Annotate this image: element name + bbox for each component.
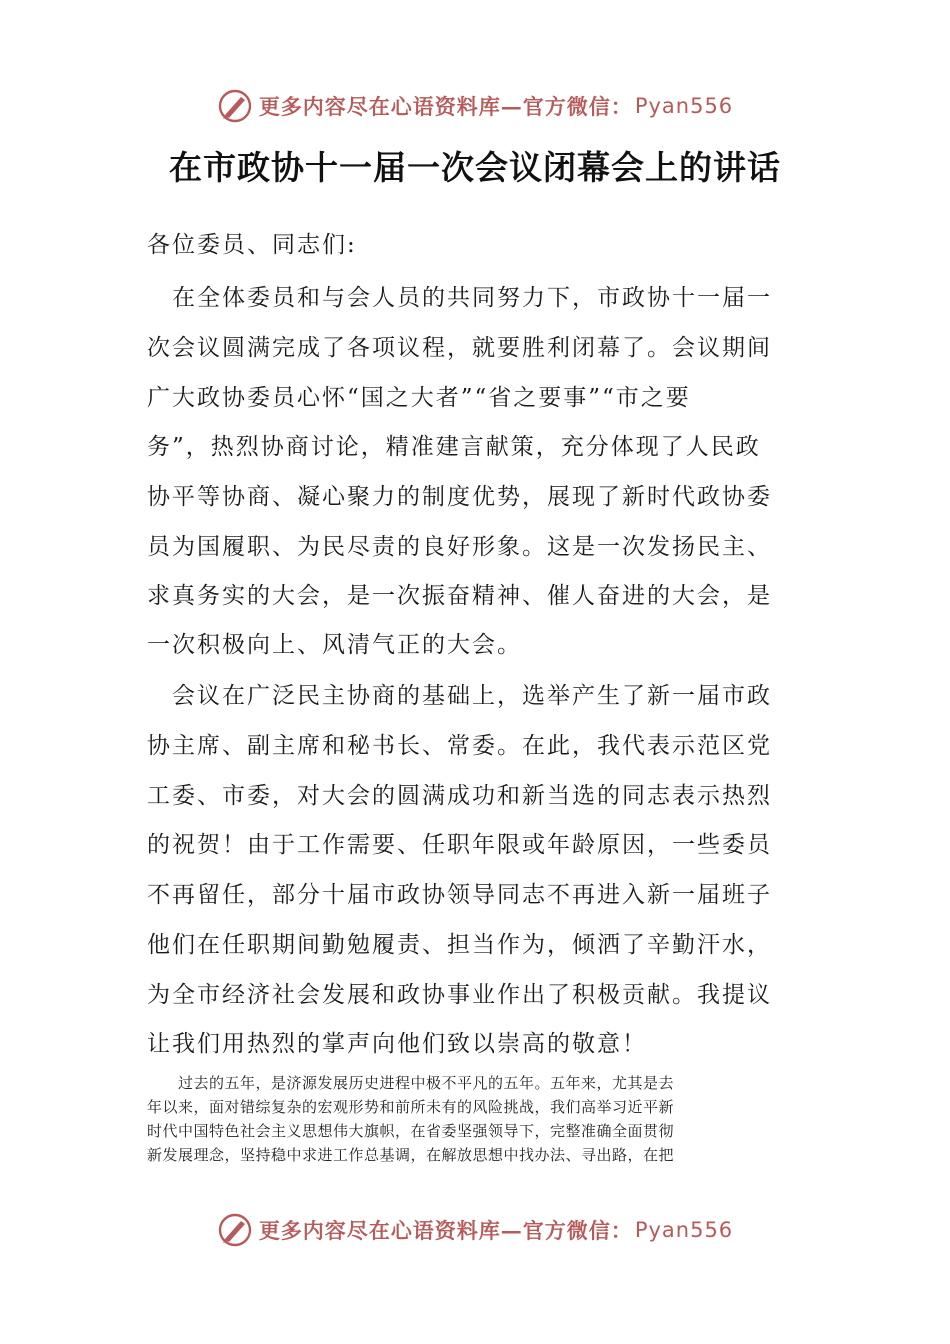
body-line: 协平等协商、凝心聚力的制度优势，展现了新时代政协委 [147,484,772,510]
watermark-text: 更多内容尽在心语资料库—官方微信： [258,94,633,119]
body-line: 他们在任职期间勤勉履责、担当作为，倾洒了辛勤汗水， [147,932,772,958]
body-line: 次会议圆满完成了各项议程，就要胜利闭幕了。会议期间 [147,335,772,361]
body-line: 一次积极向上、风清气正的大会。 [147,632,522,658]
body-line: 为全市经济社会发展和政协事业作出了积极贡献。我提议 [147,982,772,1008]
small-line: 年以来，面对错综复杂的宏观形势和前所未有的风险挑战，我们高举习近平新 [147,1098,675,1116]
watermark-wechat-id: Pyan556 [634,1218,734,1242]
body-line: 工委、市委，对大会的圆满成功和新当选的同志表示热烈 [147,783,772,809]
document-title: 在市政协十一届一次会议闭幕会上的讲话 [169,148,781,187]
watermark-wechat-id: Pyan556 [634,94,734,118]
body-line: 在全体委员和与会人员的共同努力下，市政协十一届一 [147,285,772,311]
body-line: 会议在广泛民主协商的基础上，选举产生了新一届市政 [147,683,772,709]
body-line: 员为国履职、为民尽责的良好形象。这是一次发扬民主、 [147,534,772,560]
watermark-text: 更多内容尽在心语资料库—官方微信： [258,1218,633,1243]
small-line: 新发展理念，坚持稳中求进工作总基调，在解放思想中找办法、寻出路，在把 [147,1146,675,1164]
small-line: 过去的五年，是济源发展历史进程中极不平凡的五年。五年来，尤其是去 [147,1074,675,1092]
body-line: 的祝贺！由于工作需要、任职年限或年龄原因，一些委员 [147,832,772,858]
pen-logo-icon [217,88,253,124]
small-line: 时代中国特色社会主义思想伟大旗帜，在省委坚强领导下，完整准确全面贯彻 [147,1122,675,1140]
body-line: 让我们用热烈的掌声向他们致以崇高的敬意！ [147,1031,647,1057]
body-line: 广大政协委员心怀“国之大者”“省之要事”“市之要 [147,385,691,411]
watermark-footer [0,1208,950,1252]
watermark-header [0,84,950,128]
body-line: 协主席、副主席和秘书长、常委。在此，我代表示范区党 [147,733,772,759]
salutation: 各位委员、同志们: [147,232,357,258]
body-line: 务”，热烈协商讨论，精准建言献策，充分体现了人民政 [147,434,761,460]
body-line: 不再留任，部分十届市政协领导同志不再进入新一届班子 [147,882,772,908]
body-line: 求真务实的大会，是一次振奋精神、催人奋进的大会，是 [147,583,772,609]
pen-logo-icon [217,1212,253,1248]
